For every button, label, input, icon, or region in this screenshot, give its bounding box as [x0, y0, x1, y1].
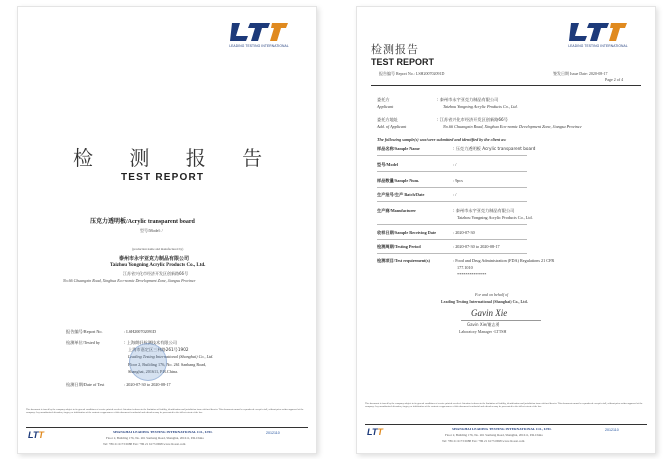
- signer-title: Laboratory Manager -LTTSH: [459, 329, 507, 334]
- signature: Gavin Xie: [471, 308, 508, 318]
- footer-divider: [26, 427, 308, 428]
- applicant-cn: : 泰州市永宇亚克力制品有限公司: [437, 97, 499, 102]
- applicant-label-cn: 委托方: [377, 97, 390, 102]
- issue-date: 签发日期 Issue Date: 2020-08-17: [553, 71, 608, 76]
- applicant-address-label-cn: 委托方地址: [377, 117, 398, 122]
- test-requirement-label: 检测项目/Test requirement(s): [377, 258, 430, 263]
- behalf-company: Leading Testing International (Shanghai) Co., Ltd.: [441, 299, 528, 304]
- page-number: Page 2 of 4: [605, 77, 624, 82]
- sample-intro: The following sample(s) was/were submitted and identified by the client as:: [377, 137, 507, 142]
- disclaimer: This document is issued by the company subject to its general conditions of service printed overleaf. Attention is drawn to the limitation of liability, identification and jurisdiction issues defined therein. This document cannot be reproduced except in full, without prior written approval of the company. Any unauthorized alteration, forgery or falsification of the content or appearance of this document is unlawful and offenders may be prosecuted to the fullest extent of the law.: [365, 402, 643, 408]
- tested-by-en: Leading Testing International (Shanghai) Co., Ltd.: [128, 354, 214, 359]
- report-title-en: TEST REPORT: [371, 57, 435, 67]
- ltt-logo: [224, 21, 294, 48]
- address-cn: 江苏省兴化市经济开发区创新路66号: [123, 271, 189, 276]
- footer-contact: Tel: +86 21 6173 0688 Fax: +86 21 6173 0698 www.ltt-test.com: [103, 442, 186, 446]
- serial-number: 2012110: [266, 431, 280, 435]
- logo-subtitle: LEADING TESTING INTERNATIONAL: [568, 44, 628, 48]
- model-label: 型号/Model: [377, 162, 398, 167]
- receiving-date-value: : 2020-07-30: [453, 230, 475, 235]
- batch-value: : /: [453, 192, 457, 197]
- manufacturer-caption: (production name and manufactured by): [132, 247, 184, 251]
- test-requirement-value: : Food and Drug Administration (FDA) Regulations 21 CFR: [453, 258, 555, 263]
- footer-logo: LTT: [367, 427, 383, 437]
- report-summary-page: [356, 6, 656, 454]
- applicant-label-en: Applicant: [377, 104, 394, 109]
- row-divider: [377, 187, 527, 188]
- row-divider: [377, 201, 527, 202]
- manufacturer-en: Taizhou Yongning Acrylic Products Co., Ltd.: [110, 263, 206, 268]
- ltt-logo: [563, 21, 633, 48]
- signature-line: [461, 320, 541, 321]
- report-title-cn: 检测报告: [371, 43, 419, 56]
- for-behalf: For and on behalf of: [475, 292, 509, 297]
- footer-company: SHANGHAI LEADING TESTING INTERNATIONAL CO., LTD.: [452, 427, 552, 431]
- tested-by-cn: : 上海朗轩检测技术有限公司: [124, 340, 177, 345]
- tested-by-label: 检测单位/Tested by: [66, 340, 101, 345]
- serial-number: 2012110: [605, 428, 619, 432]
- header-divider: [371, 85, 641, 86]
- signer-name: Gavin Xie/谢志勇: [467, 322, 500, 327]
- report-title-en: TEST REPORT: [121, 172, 205, 183]
- manufacturer-cn: 泰州市永宇亚克力制品有限公司: [119, 256, 190, 262]
- batch-label: 生产批号/生产 Batch/Date: [377, 192, 425, 197]
- report-cover-page: [17, 6, 317, 454]
- applicant-address-label-en: Add. of Applicant: [377, 124, 407, 129]
- footer-contact: Tel: +86 21 6173 0688 Fax: +86 21 6173 0698 www.ltt-test.com: [442, 439, 525, 443]
- logo-subtitle: LEADING TESTING INTERNATIONAL: [229, 44, 289, 48]
- disclaimer: This document is issued by the company subject to its general conditions of service printed overleaf. Attention is drawn to the limitation of liability, identification and jurisdiction issues defined therein. This document cannot be reproduced except in full, without prior written approval of the company. Any unauthorized alteration, forgery or falsification of the content or appearance of this document is unlawful and offenders may be prosecuted to the fullest extent of the law.: [26, 408, 304, 414]
- manufacturer-label: 生产商/Manufacturer: [377, 208, 417, 213]
- row-divider: [377, 224, 527, 225]
- row-divider: [377, 171, 527, 172]
- report-title-cn: 检 测 报 告: [73, 146, 278, 170]
- test-requirement-value-2: 177.1010: [457, 265, 473, 270]
- date-value: : 2020-07-30 to 2020-08-17: [124, 382, 171, 387]
- report-no-value: : LSH200702091D: [124, 329, 156, 334]
- receiving-date-label: 收样日期/Sample Receiving Date: [377, 230, 437, 235]
- manufacturer-en: Taizhou Yongning Acrylic Products Co., Ltd.: [457, 215, 533, 220]
- ltt-logo-icon: [567, 21, 629, 43]
- model-line: 型号/Model: /: [140, 228, 163, 233]
- footer-divider: [365, 424, 647, 425]
- testing-period-label: 检测周期/Testing Period: [377, 244, 421, 249]
- ltt-logo-icon: [228, 21, 290, 43]
- footer-company: SHANGHAI LEADING TESTING INTERNATIONAL CO., LTD.: [113, 430, 213, 434]
- footer-address: Floor 2, Building 176, No. 261 Sanbang Road, Shanghai, 201611, P.R.China: [106, 436, 204, 440]
- tested-by-address-en2: Shanghai, 201611, P.R.China.: [128, 369, 178, 374]
- row-divider: [377, 155, 527, 156]
- sample-name-label: 样品名称/Sample Name: [377, 146, 420, 151]
- report-number: 报告编号 Report No.: LSH200702091D: [379, 71, 445, 76]
- company-seal: [129, 343, 167, 381]
- tested-by-address-en1: Floor 2, Building 176, No. 261 Sanbang Road,: [128, 362, 207, 367]
- sample-num-label: 样品数量/Sample Num.: [377, 178, 420, 183]
- applicant-en: Taizhou Yongning Acrylic Products Co., Ltd.: [443, 104, 518, 109]
- row-divider: [377, 253, 527, 254]
- testing-period-value: : 2020-07-30 to 2020-08-17: [453, 244, 500, 249]
- sample-num-value: : 9pcs: [453, 178, 463, 183]
- report-no-label: 报告编号/Report No.: [66, 329, 103, 334]
- footer-address: Floor 2, Building 176, No. 261 Sanbang Road, Shanghai, 201611, P.R.China: [445, 433, 543, 437]
- product-name: 压克力透明板/Acrylic transparent board: [90, 219, 195, 225]
- sample-name-value: : 压克力透明板 Acrylic transparent board: [453, 146, 536, 151]
- manufacturer-cn: : 泰州市永宇亚克力制品有限公司: [453, 208, 515, 213]
- address-en: No.66 Chuangxin Road, Xinghua Eco-nomic Development Zone, Jiangsu Province: [63, 278, 196, 283]
- test-requirement-end-mark: **************: [457, 272, 487, 277]
- date-label: 检测日期/Date of Test: [66, 382, 105, 387]
- applicant-address-en: No.66 Chuangxin Road, Xinghua Eco-nomic Development Zone, Jiangsu Province: [443, 124, 582, 129]
- row-divider: [377, 239, 527, 240]
- footer-logo: LTT: [28, 430, 44, 440]
- model-value: : /: [453, 162, 457, 167]
- tested-by-address-cn: 上海市嘉定区三林路261号1902: [128, 347, 189, 352]
- applicant-address-cn: : 江苏省兴化市经济开发区创新路66号: [437, 117, 508, 122]
